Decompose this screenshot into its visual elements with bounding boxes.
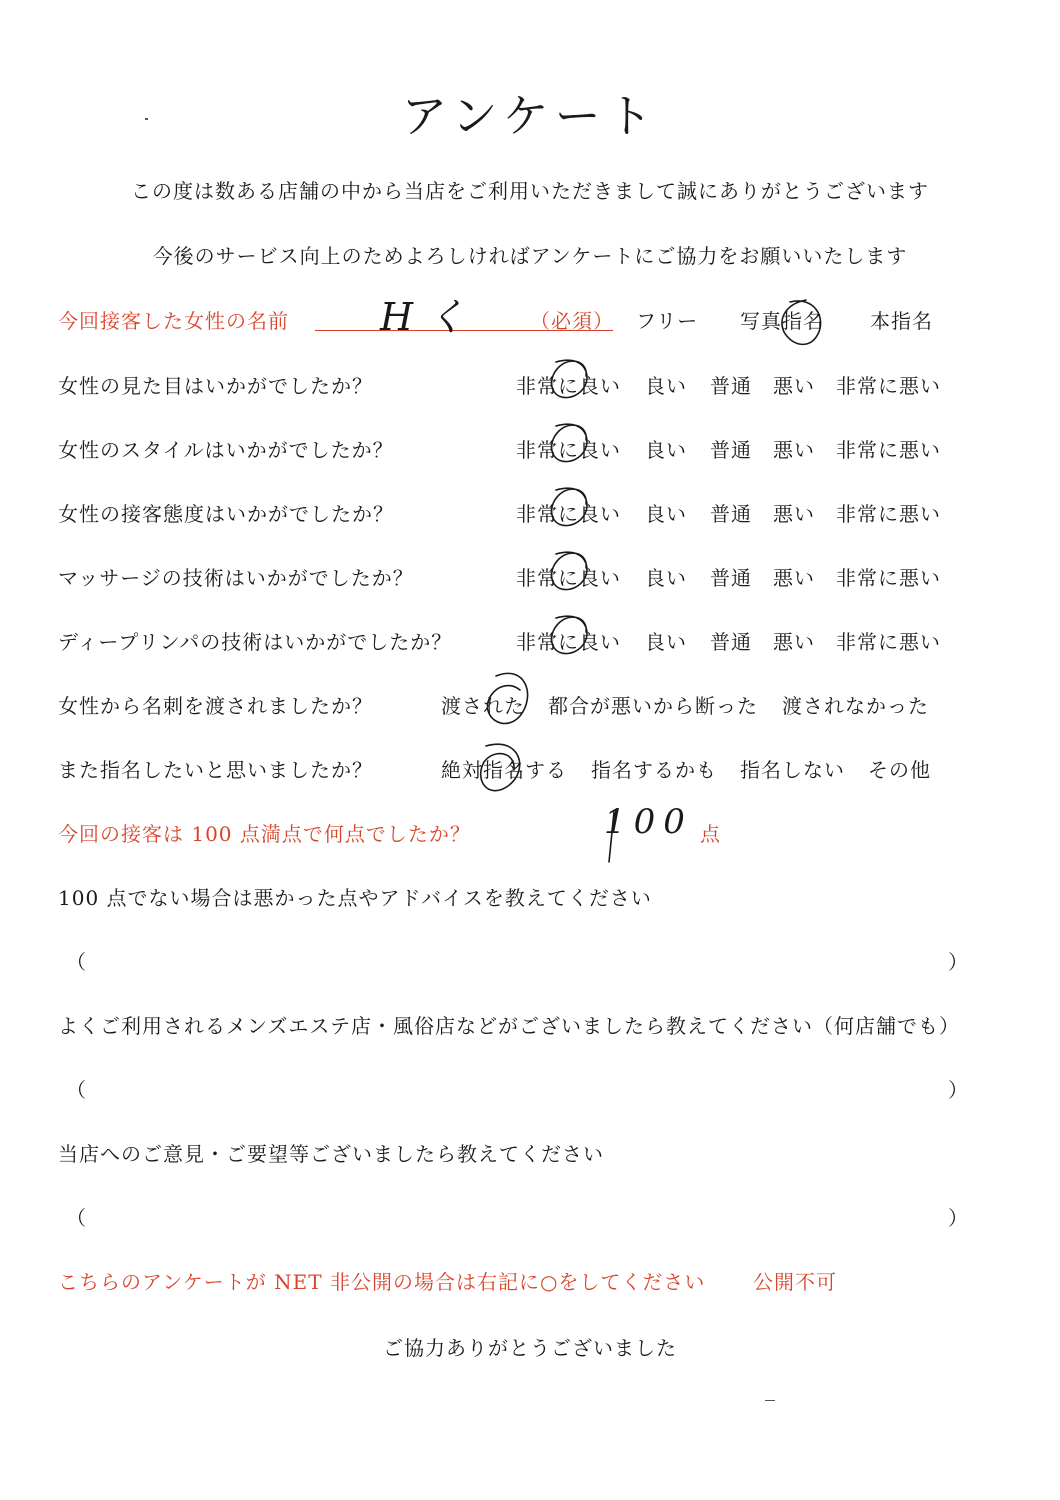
requests-paren-open: （ [66, 1206, 86, 1230]
q4-very-good[interactable]: 非常に良い [516, 566, 621, 590]
scan-speck [145, 118, 148, 120]
intro-line-2: 今後のサービス向上のためよろしければアンケートにご協力をお願いいたします [152, 244, 908, 268]
q4-bad[interactable]: 悪い [773, 566, 815, 590]
card-declined[interactable]: 都合が悪いから断った [548, 694, 758, 718]
question-rebook: また指名したいと思いましたか？ [58, 758, 373, 782]
closing-thanks: ご協力ありがとうございました [383, 1336, 677, 1360]
survey-title: アンケート [401, 89, 659, 143]
rebook-maybe[interactable]: 指名するかも [591, 758, 717, 782]
card-not-received[interactable]: 渡されなかった [782, 694, 929, 718]
q5-good[interactable]: 良い [645, 630, 687, 654]
q3-very-good[interactable]: 非常に良い [516, 502, 621, 526]
q1-very-good[interactable]: 非常に良い [516, 374, 621, 398]
requests-paren-close: ） [948, 1206, 968, 1230]
question-massage: マッサージの技術はいかがでしたか？ [58, 566, 414, 590]
q5-very-good[interactable]: 非常に良い [516, 630, 621, 654]
q1-very-bad[interactable]: 非常に悪い [836, 374, 941, 398]
question-advice: 100 点でない場合は悪かった点やアドバイスを教えてください [58, 886, 652, 910]
handwritten-score[interactable]: 100 [604, 802, 693, 842]
question-style: 女性のスタイルはいかがでしたか？ [58, 438, 394, 462]
name-label: 今回接客した女性の名前 [58, 309, 289, 333]
q1-good[interactable]: 良い [645, 374, 687, 398]
q2-bad[interactable]: 悪い [773, 438, 815, 462]
q2-very-good[interactable]: 非常に良い [516, 438, 621, 462]
rebook-no[interactable]: 指名しない [740, 758, 845, 782]
required-mark: （必須） [530, 309, 614, 333]
advice-answer-area[interactable] [92, 940, 942, 974]
advice-paren-open: （ [66, 950, 86, 974]
question-other-shops: よくご利用されるメンズエステ店・風俗店などがございましたら教えてください（何店舗でも） [58, 1014, 960, 1038]
q5-average[interactable]: 普通 [710, 630, 752, 654]
q3-average[interactable]: 普通 [710, 502, 752, 526]
scan-speck [765, 1400, 775, 1401]
q4-average[interactable]: 普通 [710, 566, 752, 590]
q3-bad[interactable]: 悪い [773, 502, 815, 526]
question-appearance: 女性の見た目はいかがでしたか？ [58, 374, 373, 398]
question-requests: 当店へのご意見・ご要望等ございましたら教えてください [58, 1142, 604, 1166]
advice-paren-close: ） [948, 950, 968, 974]
q3-very-bad[interactable]: 非常に悪い [836, 502, 941, 526]
q5-bad[interactable]: 悪い [773, 630, 815, 654]
handwritten-name[interactable]: Hく [380, 295, 480, 339]
question-deep-lymph: ディープリンパの技術はいかがでしたか？ [58, 630, 453, 654]
rebook-definitely[interactable]: 絶対指名する [441, 758, 567, 782]
privacy-instruction: こちらのアンケートが NET 非公開の場合は右記に○をしてください [58, 1270, 706, 1294]
card-received[interactable]: 渡された [441, 694, 525, 718]
q4-very-bad[interactable]: 非常に悪い [836, 566, 941, 590]
option-free[interactable]: フリー [636, 309, 699, 333]
rebook-other[interactable]: その他 [868, 758, 931, 782]
intro-line-1: この度は数ある店舗の中から当店をご利用いただきまして誠にありがとうございます [131, 179, 929, 203]
shops-paren-open: （ [66, 1078, 86, 1102]
option-photo-nomination[interactable]: 写真指名 [740, 309, 824, 333]
q1-bad[interactable]: 悪い [773, 374, 815, 398]
q2-average[interactable]: 普通 [710, 438, 752, 462]
q4-good[interactable]: 良い [645, 566, 687, 590]
q2-very-bad[interactable]: 非常に悪い [836, 438, 941, 462]
question-business-card: 女性から名刺を渡されましたか？ [58, 694, 373, 718]
q3-good[interactable]: 良い [645, 502, 687, 526]
question-score: 今回の接客は 100 点満点で何点でしたか？ [58, 822, 471, 846]
question-attitude: 女性の接客態度はいかがでしたか？ [58, 502, 394, 526]
q2-good[interactable]: 良い [645, 438, 687, 462]
shops-paren-close: ） [948, 1078, 968, 1102]
score-unit: 点 [700, 822, 721, 846]
requests-answer-area[interactable] [92, 1196, 942, 1230]
option-regular-nomination[interactable]: 本指名 [870, 309, 933, 333]
shops-answer-area[interactable] [92, 1068, 942, 1102]
q1-average[interactable]: 普通 [710, 374, 752, 398]
option-not-public[interactable]: 公開不可 [753, 1270, 837, 1294]
q5-very-bad[interactable]: 非常に悪い [836, 630, 941, 654]
